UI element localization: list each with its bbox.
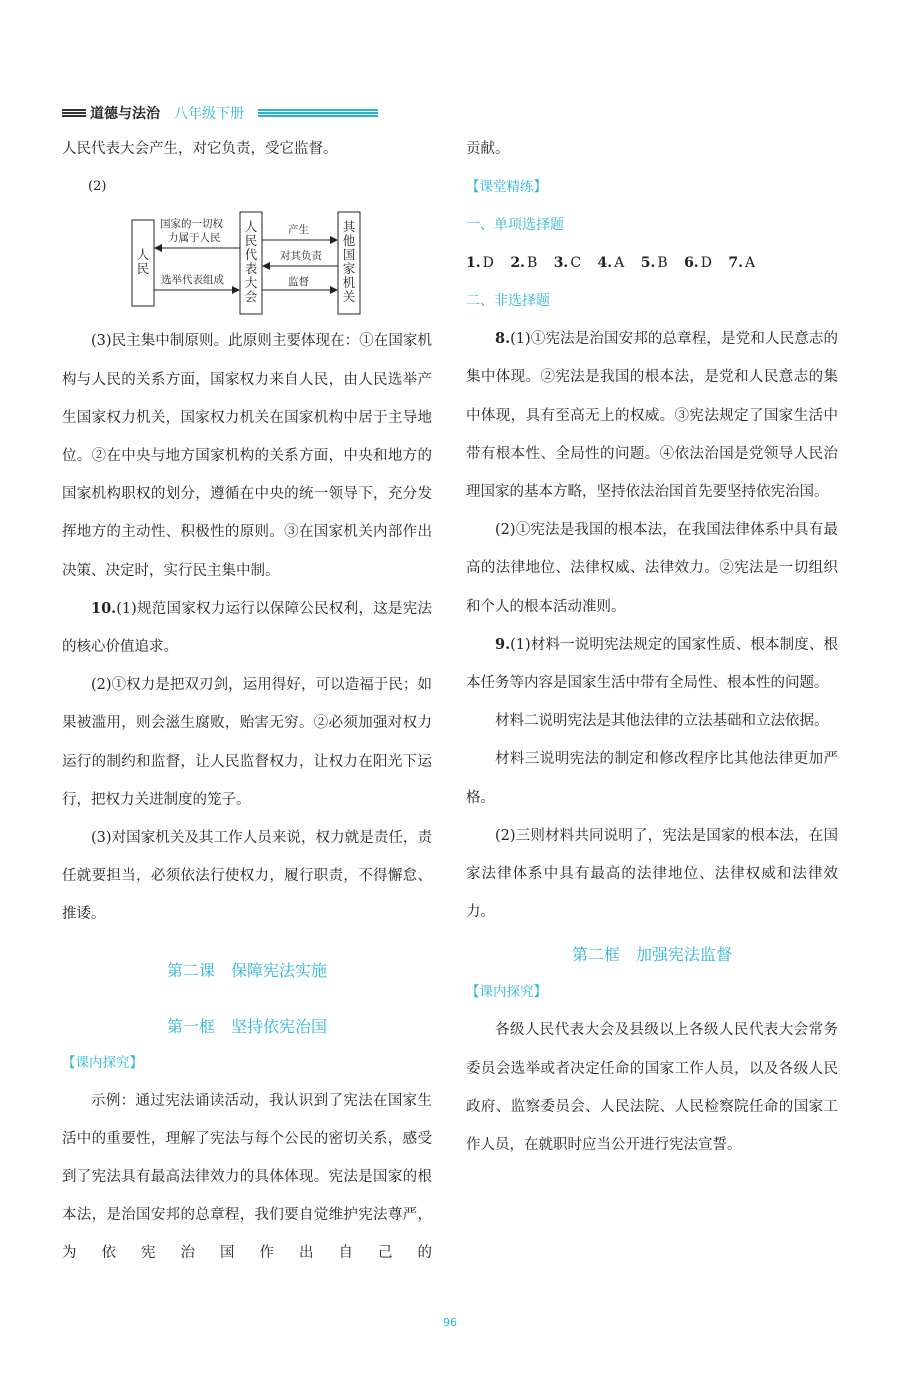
inquiry-label: 【课内探究】 <box>466 984 547 1001</box>
paragraph: (3)民主集中制原则。此原则主要体现在：①在国家机构与人民的关系方面，国家权力来自人民，由人民选举产生国家权力机关，国家权力机关在国家机构中居于主导地位。②在中央与地方国家机构的关系方面，中央和地方的国家机构职权的划分，遵循在中央的统一领导下，充分发挥地方的主动性、积极性的原则。③在国家机关内部作出决策、决定时，实行民主集中制。 <box>62 333 432 579</box>
question-number: 9. <box>495 635 511 653</box>
diagram-label-power-a: 国家的一切权 <box>160 218 223 231</box>
question-10-part-3: (3)对国家机关及其工作人员来说，权力就是责任，责任就要担当，必须依法行使权力，履行职责，不得懈怠、推诿。 <box>62 830 432 923</box>
header-subject: 道德与法治 <box>90 106 160 122</box>
answer-item: 5. B <box>640 255 668 272</box>
section-heading: 二、非选择题 <box>466 293 550 310</box>
question-9-part-1 <box>466 626 838 702</box>
inquiry-label: 【课内探究】 <box>62 1054 143 1071</box>
section-heading: 一、单项选择题 <box>466 217 564 234</box>
right-column <box>466 130 838 1164</box>
diagram-label-supervise: 监督 <box>288 276 309 289</box>
diagram-label-elect: 选举代表组成 <box>161 274 224 287</box>
paragraph: 贡献。 <box>466 141 510 157</box>
question-8-part-2: (2)①宪法是我国的根本法，在我国法律体系中具有最高的法律地位、法律权威、法律效力。②宪法是一切组织和个人的根本活动准则。 <box>466 522 838 615</box>
question-number: 8. <box>495 330 511 348</box>
paragraph: 示例：通过宪法诵读活动，我认识到了宪法在国家生活中的重要性，理解了宪法与每个公民的密切关系，感受到了宪法具有最高法律效力的具体体现。宪法是国家的根本法，是治国安邦的总章程，我们要自觉维护宪法尊严，为依宪治国作出自己的 <box>62 1092 432 1262</box>
answer-list <box>466 244 838 282</box>
question-number: 10. <box>91 599 117 617</box>
frame-title: 第二框 加强宪法监督 <box>571 945 732 965</box>
diagram-box-people: 人民 <box>136 247 150 277</box>
diagram-label-power-b: 力属于人民 <box>168 232 221 245</box>
question-text: (1)材料一说明宪法规定的国家性质、根本制度、根本任务等内容是国家生活中带有全局性、根本性的问题。 <box>466 636 838 692</box>
diagram-box-npc: 人民代表大会 <box>244 219 258 305</box>
paragraph: 人民代表大会产生，对它负责，受它监督。 <box>62 141 338 157</box>
state-structure-diagram <box>62 208 432 318</box>
answer-item: 4. A <box>597 255 625 272</box>
material-3: 材料三说明宪法的制定和修改程序比其他法律更加严格。 <box>466 751 838 806</box>
question-label: (2) <box>88 179 107 195</box>
question-9-part-2: (2)三则材料共同说明了，宪法是国家的根本法，在国家法律体系中具有最高的法律地位、法律权威和法律效力。 <box>466 827 838 921</box>
answer-item: 2. B <box>510 255 538 272</box>
left-column <box>62 130 432 1273</box>
answer-item: 3. C <box>553 255 582 272</box>
page-number: 96 <box>443 1316 457 1329</box>
diagram-label-responsible: 对其负责 <box>280 250 322 263</box>
lesson-title: 第二课 保障宪法实施 <box>166 960 327 980</box>
question-10-part-2: (2)①权力是把双刃剑，运用得好，可以造福于民；如果被滥用，则会滋生腐败，贻害无穷。②必须加强对权力运行的制约和监督，让人民监督权力，让权力在阳光下运行，把权力关进制度的笼子。 <box>62 677 432 808</box>
diagram-box-other-organs: 其他国家机关 <box>342 219 356 305</box>
answer-item: 7. A <box>728 255 756 272</box>
diagram-label-produce: 产生 <box>288 224 309 237</box>
practice-label: 【课堂精练】 <box>466 179 547 196</box>
answer-item: 1. D <box>466 255 494 272</box>
material-2: 材料二说明宪法是其他法律的立法基础和立法依据。 <box>495 713 829 730</box>
question-text: (1)①宪法是治国安邦的总章程，是党和人民意志的集中体现。②宪法是我国的根本法，是党和人民意志的集中体现，具有至高无上的权威。③宪法规定了国家生活中带有根本性、全局性的问题。④依法治国是党领导人民治理国家的基本方略，坚持依法治国首先要坚持依宪治国。 <box>466 331 838 501</box>
header-bar-dark <box>62 109 86 117</box>
paragraph: 各级人民代表大会及县级以上各级人民代表大会常务委员会选举或者决定任命的国家工作人员，以及各级人民政府、监察委员会、人民法院、人民检察院任命的国家工作人员，在就职时应当公开进行宪法宣誓。 <box>466 1022 838 1154</box>
question-10-part-1 <box>62 590 432 666</box>
header-bar-blue <box>258 109 378 117</box>
question-8-part-1 <box>466 320 838 511</box>
answer-item: 6. D <box>684 255 712 272</box>
page-header <box>62 103 382 123</box>
header-grade: 八年级下册 <box>174 106 244 122</box>
question-text: (1)规范国家权力运行以保障公民权利，这是宪法的核心价值追求。 <box>62 600 432 656</box>
frame-title: 第一框 坚持依宪治国 <box>166 1016 327 1036</box>
